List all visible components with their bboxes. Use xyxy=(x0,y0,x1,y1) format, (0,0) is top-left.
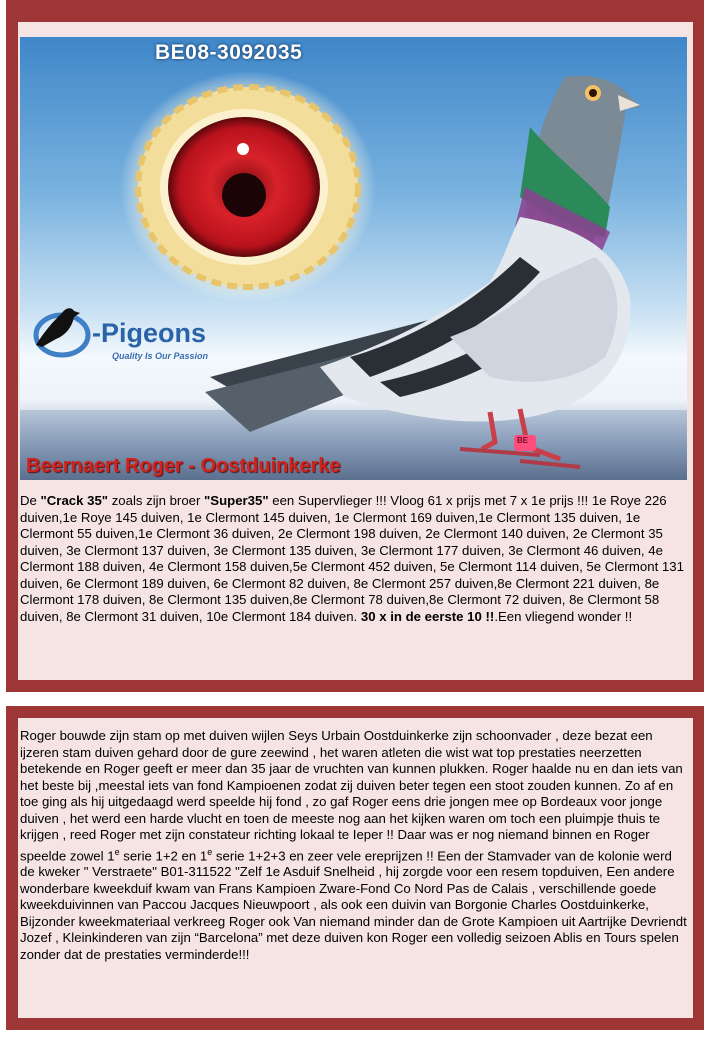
brother-name: "Super35" xyxy=(204,493,269,508)
pigeon-logo-icon xyxy=(26,299,92,359)
pigeon-photo xyxy=(20,37,687,480)
history-sup-2: e xyxy=(207,846,213,857)
loft-history xyxy=(20,728,688,963)
desc-start: De xyxy=(20,493,41,508)
pigeon-figure xyxy=(20,37,687,480)
pigeon-name: "Crack 35" xyxy=(40,493,109,508)
leg-band-text: BE xyxy=(517,436,529,445)
history-sup-1: e xyxy=(114,846,120,857)
history-part-b: serie 1+2 en 1 xyxy=(119,847,208,863)
pigeon-description xyxy=(20,493,688,625)
history-part-a: Roger bouwde zijn stam op met duiven wijlen Seys Urbain Oostduinkerke zijn schoonvader , deze bezat een ijzeren stam duiven gehard door de gure zeewind , het waren atleten die wist wat top prestaties neerzetten betekende en Roger geeft er meer dan 35 jaar de vruchten van kunnen plukken. Roger haalde nu en dan iets van het beste bij ,meestal iets van fond Kampioenen zodat zij duiven beter tegen een stoot zouden kunnen. Zo af en toe ging als hij uitgedaagd werd speelde hij fond , zo gaf Roger eens drie jongen mee op Bordeaux voor jonge duiven , het werd een harde vlucht en toen de meeste nog aan het kijken waren om toch een pluimpje thuis te krijgen , reed Roger met zijn constateur richting lokaal te Ieper !! Daar was er nog niemand binnen en Roger speelde zowel 1 xyxy=(20,728,683,863)
logo-tagline: Quality Is Our Passion xyxy=(112,351,209,361)
desc-results: een Supervlieger !!! Vloog 61 x prijs met 7 x 1e prijs !!! 1e Roye 226 duiven,1e Roye 145 duiven, 1e Clermont 145 duiven, 1e Clermont 169 duiven,1e Clermont 135 duiven, 1e Clermont 55 duiven,1e Clermont 36 duiven, 2e Clermont 198 duiven, 2e Clermont 140 duiven, 2e Clermont 35 duiven, 3e Clermont 137 duiven, 3e Clermont 135 duiven, 3e Clermont 177 duiven, 3e Clermont 46 duiven, 4e Clermont 188 duiven, 4e Clermont 158 duiven,5e Clermont 452 duiven, 5e Clermont 114 duiven, 5e Clermont 131 duiven, 6e Clermont 189 duiven, 6e Clermont 82 duiven, 8e Clermont 257 duiven,8e Clermont 221 duiven, 8e Clermont 178 duiven, 8e Clermont 135 duiven,8e Clermont 78 duiven,8e Clermont 72 duiven, 8e Clermont 58 duiven, 8e Clermont 31 duiven, 10e Clermont 184 duiven. xyxy=(20,493,684,624)
desc-highlight: 30 x in de eerste 10 !! xyxy=(360,608,495,624)
desc-end: .Een vliegend wonder !! xyxy=(494,608,633,624)
logo-text: -Pigeons xyxy=(92,318,207,348)
ring-number: BE08-3092035 xyxy=(155,41,303,64)
history-part-c: serie 1+2+3 en zeer vele ereprijzen !! Een der Stamvader van de kolonie werd de kweker " Verstraete" B01-311522 "Zelf 1e Asduif Snelheid , hij zorgde voor een resem topduiven, Een andere wonderbare kweekduif kwam van Frans Kampioen Zware-Fond Co Nord Pas de Calais , verschillende goede kweekduivinnen van Paccou Jacques Nieuwpoort , als ook een duivin van Borgonie Charles Oostduinkerke, Bijzonder kweekmateriaal verkreeg Roger ook Van niemand minder dan de Grote Kampioen uit Aartrijke Devriendt Jozef , Kleinkinderen van zijn “Barcelona” met deze duiven kon Roger een volledig seizoen Ablis en Tours spelen zonder dat de prestaties verminderde!!! xyxy=(20,847,687,962)
desc-mid: zoals zijn broer xyxy=(108,493,205,508)
owner-name: Beernaert Roger - Oostduinkerke xyxy=(26,455,341,477)
